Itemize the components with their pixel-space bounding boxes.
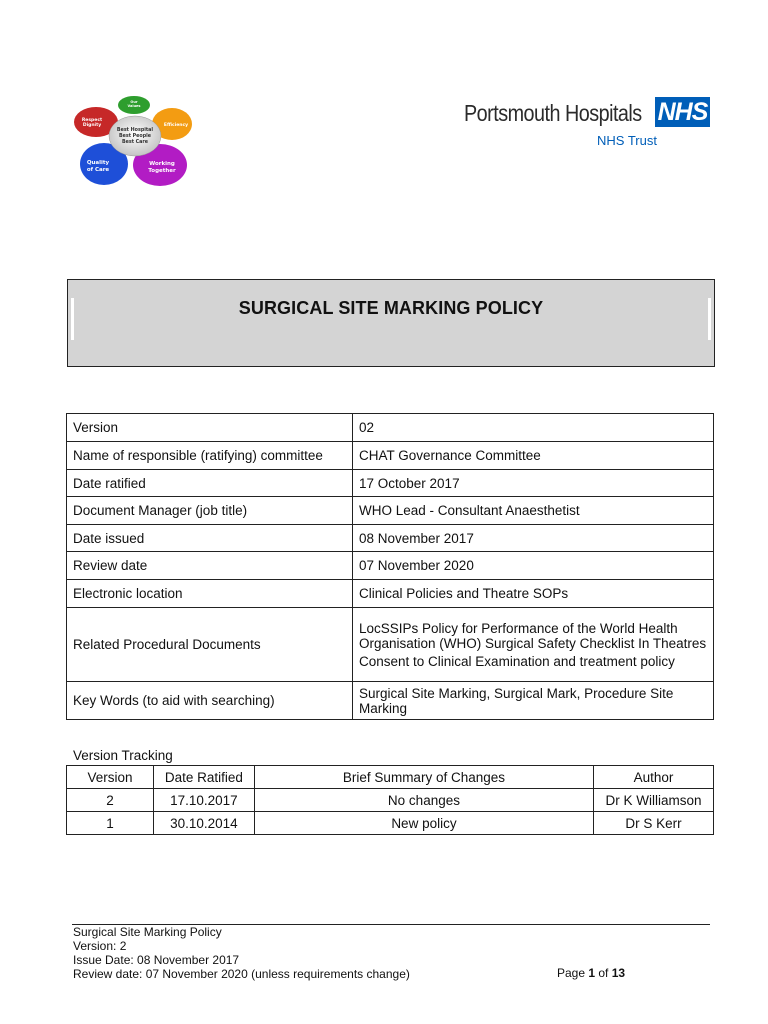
details-value-line: 08 November 2017 — [359, 530, 474, 546]
puzzle-center-line-3: Best Care — [121, 140, 149, 145]
tracking-cell-author: Dr K Williamson — [594, 789, 714, 812]
tracking-cell-version: 1 — [67, 812, 154, 835]
details-label: Date ratified — [67, 470, 353, 497]
tracking-cell-summary: New policy — [254, 812, 593, 835]
details-label: Version — [67, 414, 353, 442]
page-label: Page — [557, 966, 589, 980]
details-value-line: CHAT Governance Committee — [359, 448, 541, 463]
tracking-cell-author: Dr S Kerr — [594, 812, 714, 835]
details-value-line: 07 November 2020 — [359, 558, 474, 573]
details-value — [353, 414, 714, 442]
details-value — [353, 525, 714, 552]
details-label: Review date — [67, 552, 353, 580]
footer-issue-date: Issue Date: 08 November 2017 — [73, 953, 240, 967]
nhs-badge: NHS — [655, 97, 710, 127]
details-row-date-issued — [67, 525, 714, 552]
values-puzzle-logo — [72, 94, 196, 190]
tracking-header-summary: Brief Summary of Changes — [254, 766, 593, 789]
puzzle-label-values-2: Values — [127, 104, 141, 108]
page-of: of — [595, 966, 612, 980]
details-row-review-date — [67, 552, 714, 580]
puzzle-center-line-2: Best People — [118, 134, 152, 139]
details-row-committee — [67, 442, 714, 470]
puzzle-center-line-1: Best Hospital — [116, 128, 154, 133]
details-label: Date issued — [67, 525, 353, 552]
details-row-date-ratified — [67, 470, 714, 497]
organisation-name: Portsmouth Hospitals — [464, 100, 642, 126]
details-value-line: LocSSIPs Policy for Performance of the World Health Organisation (WHO) Surgical Safety Checklist In Theatres — [359, 620, 707, 651]
details-label: Related Procedural Documents — [67, 608, 353, 682]
puzzle-logo-graphic — [72, 94, 196, 190]
footer-title: Surgical Site Marking Policy — [73, 925, 222, 939]
tracking-cell-date: 30.10.2014 — [153, 812, 254, 835]
footer-review-date-text: Review date: 07 November 2020 — [73, 967, 252, 981]
tracking-header-date: Date Ratified — [153, 766, 254, 789]
page-current: 1 — [588, 966, 596, 980]
puzzle-label-efficiency: Efficiency — [163, 123, 189, 128]
puzzle-label-values-1: Our — [130, 100, 138, 104]
puzzle-label-working-1: Working — [149, 161, 175, 167]
tracking-header-author: Author — [594, 766, 714, 789]
tracking-cell-date: 17.10.2017 — [153, 789, 254, 812]
tracking-cell-version: 2 — [67, 789, 154, 812]
details-value — [353, 497, 714, 525]
page-footer — [73, 925, 410, 981]
details-row-related-documents — [67, 608, 714, 682]
details-value-line: WHO Lead - Consultant Anaesthetist — [359, 503, 580, 518]
details-value-line: Clinical Policies and Theatre SOPs — [359, 586, 569, 601]
puzzle-label-quality-1: Quality — [86, 160, 110, 166]
details-row-electronic-location — [67, 580, 714, 608]
document-details-table — [66, 413, 714, 720]
nhs-trust-logo — [464, 96, 714, 156]
details-row-key-words — [67, 682, 714, 720]
page-number — [557, 966, 625, 980]
details-value — [353, 552, 714, 580]
details-value — [353, 442, 714, 470]
table-row — [67, 789, 714, 812]
title-box — [67, 279, 715, 367]
page-total: 13 — [611, 966, 626, 980]
footer-version: Version: 2 — [73, 939, 127, 953]
details-value — [353, 682, 714, 720]
tracking-cell-summary: No changes — [254, 789, 593, 812]
version-tracking-caption: Version Tracking — [73, 748, 173, 763]
table-row — [67, 812, 714, 835]
details-label: Electronic location — [67, 580, 353, 608]
details-value-line: 17 October 2017 — [359, 475, 460, 491]
details-label: Name of responsible (ratifying) committee — [67, 442, 353, 470]
footer-review-date — [73, 967, 410, 981]
details-value-line: Consent to Clinical Examination and treatment policy — [359, 653, 675, 669]
details-value — [353, 580, 714, 608]
details-label: Document Manager (job title) — [67, 497, 353, 525]
tracking-header-row — [67, 766, 714, 789]
details-value — [353, 608, 714, 682]
puzzle-label-quality-2: of Care — [86, 167, 110, 173]
version-tracking-table — [66, 765, 714, 835]
details-row-version — [67, 414, 714, 442]
puzzle-label-working-2: Together — [148, 168, 176, 174]
tracking-header-version: Version — [67, 766, 154, 789]
nhs-trust-label: NHS Trust — [597, 133, 657, 148]
details-label: Key Words (to aid with searching) — [67, 682, 353, 720]
document-title: SURGICAL SITE MARKING POLICY — [238, 298, 544, 318]
footer-review-date-note: (unless requirements change) — [251, 967, 410, 981]
details-value-line: Surgical Site Marking, Surgical Mark, Procedure Site Marking — [359, 685, 674, 716]
puzzle-label-respect-2: Dignity — [82, 123, 102, 128]
details-value-line: 02 — [359, 420, 375, 435]
puzzle-label-respect-1: Respect — [81, 118, 103, 123]
details-value — [353, 470, 714, 497]
details-row-document-manager — [67, 497, 714, 525]
